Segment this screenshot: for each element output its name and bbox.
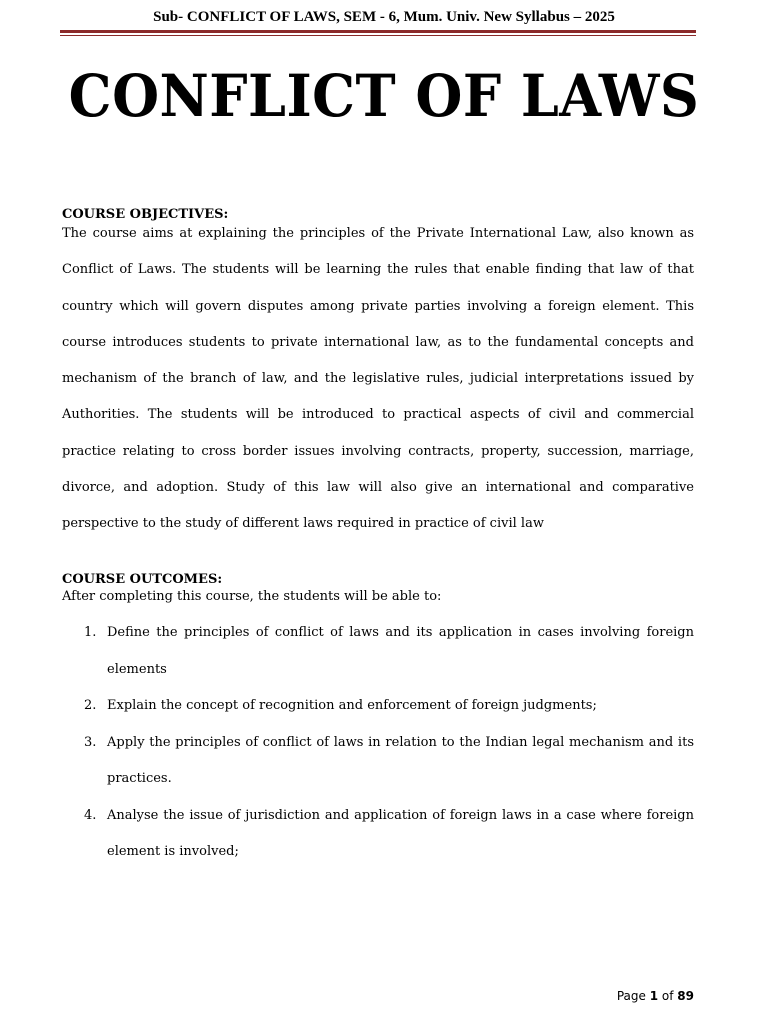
page-of-label: of [661, 989, 674, 1003]
page-number [617, 988, 694, 1004]
list-item-number: 1. [84, 625, 97, 640]
list-item [62, 615, 694, 688]
objectives-heading: COURSE OBJECTIVES: [62, 207, 229, 222]
list-item-number: 4. [84, 807, 97, 823]
list-item-text: Define the principles of conflict of laws and its application in cases involving foreign elements [107, 625, 694, 677]
outcomes-heading: COURSE OUTCOMES: [62, 572, 223, 587]
header-rule-thin [60, 35, 696, 36]
outcomes-list [62, 615, 694, 871]
list-item-text: Explain the concept of recognition and enforcement of foreign judgments; [107, 698, 597, 713]
list-item-number: 3. [84, 734, 97, 750]
list-item [62, 798, 694, 871]
page-label: Page [616, 989, 646, 1003]
outcomes-intro: After completing this course, the students will be able to: [62, 589, 442, 604]
page-total: 89 [677, 989, 694, 1003]
list-item-text: Analyse the issue of jurisdiction and application of foreign laws in a case where foreign element is involved; [107, 807, 694, 859]
page-current: 1 [649, 989, 659, 1003]
header-rule-thick [60, 30, 696, 33]
objectives-paragraph: The course aims at explaining the principles of the Private International Law, also known as Conflict of Laws. The students will be learning the rules that enable finding that law of that country which will govern disputes among private parties involving a foreign element. This course introduces students to private international law, as to the fundamental concepts and mechanism of the branch of law, and the legislative rules, judicial interpretations issued by Authorities. The students will be introduced to practical aspects of civil and commercial practice relating to cross border issues involving contracts, property, succession, marriage, divorce, and adoption. Study of this law will also give an international and comparative perspective to the study of different laws required in practice of civil law [62, 226, 694, 532]
list-item-number: 2. [84, 698, 97, 713]
list-item [62, 688, 694, 725]
list-item-text: Apply the principles of conflict of laws in relation to the Indian legal mechanism and its practices. [107, 734, 694, 786]
running-header: Sub- CONFLICT OF LAWS, SEM - 6, Mum. Univ. New Syllabus – 2025 [153, 9, 615, 25]
document-title: CONFLICT OF LAWS [68, 62, 700, 130]
list-item [62, 725, 694, 798]
